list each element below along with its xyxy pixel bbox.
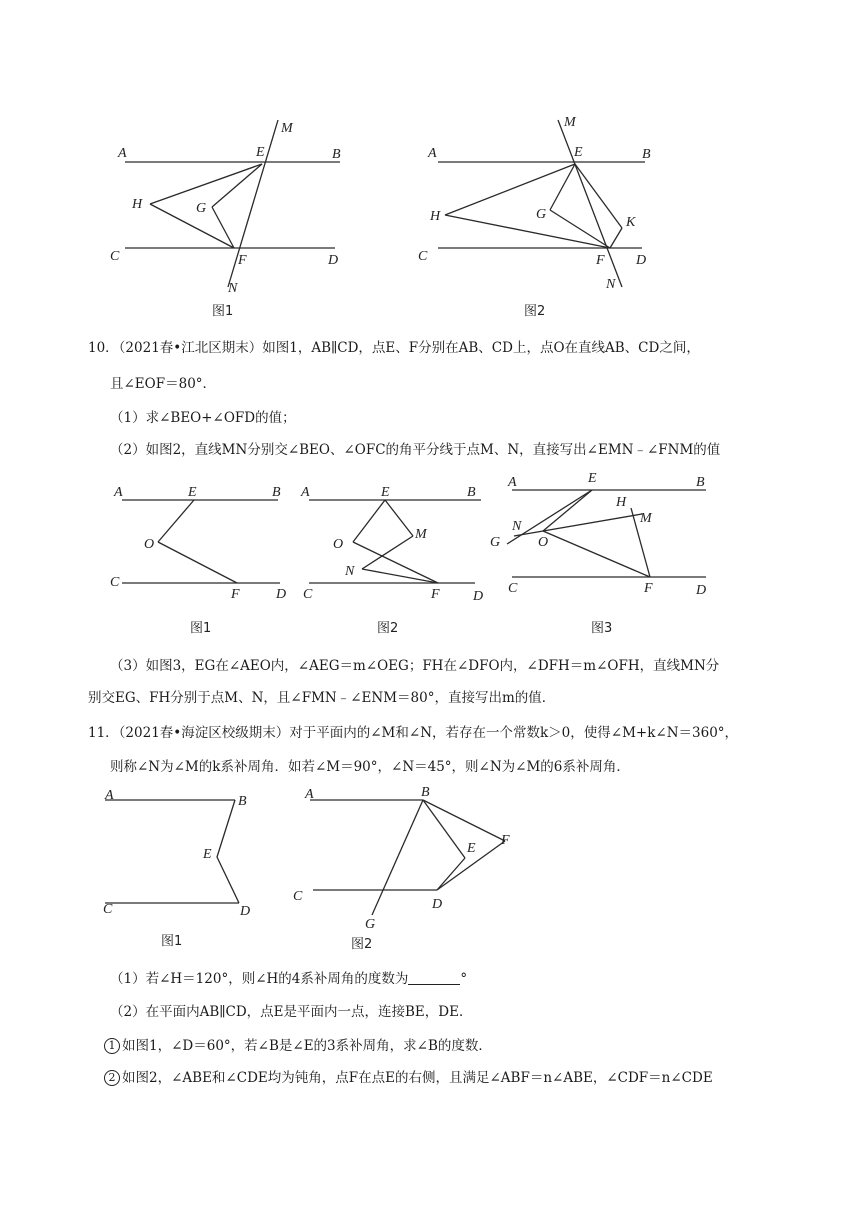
- label-C: C: [508, 581, 518, 596]
- label-A: A: [428, 146, 437, 161]
- label-N: N: [345, 564, 355, 579]
- label-E: E: [256, 145, 265, 160]
- label-M: M: [564, 115, 576, 130]
- label-B: B: [272, 485, 281, 500]
- label-C: C: [303, 587, 313, 602]
- label-F: F: [238, 253, 247, 268]
- q10-part3-line1: （3）如图3，EG在∠AEO内，∠AEG＝m∠OEG；FH在∠DFO内，∠DFH＝m∠OFH，直线MN分: [110, 658, 720, 674]
- figure-caption: 图2: [524, 304, 546, 319]
- label-B: B: [467, 485, 476, 500]
- label-D: D: [240, 904, 251, 919]
- answer-blank[interactable]: [408, 970, 460, 985]
- label-C: C: [110, 249, 120, 264]
- label-A: A: [305, 787, 314, 802]
- label-C: C: [293, 889, 303, 904]
- label-O: O: [333, 537, 344, 552]
- q9-figure-2: [410, 112, 690, 322]
- label-E: E: [188, 485, 197, 500]
- q11-sub2-text: 如图2，∠ABE和∠CDE均为钝角，点F在点E的右侧，且满足∠ABF＝n∠ABE，∠CDF＝n∠CDE: [122, 1070, 713, 1086]
- label-M: M: [415, 527, 427, 542]
- label-F: F: [231, 587, 240, 602]
- label-H: H: [132, 197, 143, 212]
- label-D: D: [432, 897, 443, 912]
- label-N: N: [606, 277, 616, 292]
- figure-caption: 图2: [377, 621, 399, 636]
- q10-part1: （1）求∠BEO+∠OFD的值；: [110, 410, 296, 426]
- q11-figure-1: [95, 785, 285, 955]
- q10-figure-3: [484, 466, 724, 641]
- label-N: N: [228, 281, 238, 296]
- q11-part1-text: （1）若∠H＝120°，则∠H的4系补周角的度数为: [110, 971, 409, 987]
- label-G: G: [365, 917, 376, 932]
- q10-part3-line2: 别交EG、FH分别于点M、N，且∠FMN﹣∠ENM＝80°，直接写出m的值．: [88, 690, 556, 706]
- label-D: D: [696, 583, 707, 598]
- degree-sign: °: [460, 971, 468, 987]
- q11-figure-2: [285, 780, 545, 955]
- label-G: G: [196, 201, 207, 216]
- label-E: E: [203, 847, 212, 862]
- label-F: F: [431, 587, 440, 602]
- label-M: M: [640, 511, 652, 526]
- figure-caption: 图3: [591, 621, 613, 636]
- label-A: A: [118, 146, 127, 161]
- label-E: E: [467, 841, 476, 856]
- q10-stem-line1: 10．（2021春•江北区期末）如图1，AB∥CD，点E、F分别在AB、CD上，点O在直线AB、CD之间，: [88, 340, 700, 356]
- figure-caption: 图1: [212, 304, 234, 319]
- label-D: D: [276, 587, 287, 602]
- label-C: C: [110, 575, 120, 590]
- label-C: C: [418, 249, 428, 264]
- q10-stem-line2: 且∠EOF＝80°．: [110, 376, 217, 392]
- circled-number-2: 2: [104, 1070, 120, 1086]
- q10-part2: （2）如图2，直线MN分别交∠BEO、∠OFC的角平分线于点M、N，直接写出∠EMN﹣∠FNM的值: [110, 442, 721, 458]
- q11-sub1: [104, 1036, 492, 1056]
- label-G: G: [490, 535, 501, 550]
- figure-caption: 图1: [190, 621, 212, 636]
- label-A: A: [508, 475, 517, 490]
- label-B: B: [421, 785, 430, 800]
- label-C: C: [103, 902, 113, 917]
- q11-sub1-text: 如图1，∠D＝60°，若∠B是∠E的3系补周角，求∠B的度数．: [122, 1038, 492, 1054]
- label-D: D: [328, 253, 339, 268]
- q9-figure-1: [100, 112, 360, 322]
- label-H: H: [616, 495, 627, 510]
- label-F: F: [644, 581, 653, 596]
- label-H: H: [430, 209, 441, 224]
- figure-caption: 图2: [351, 937, 373, 952]
- label-F: F: [501, 833, 510, 848]
- q11-part2: （2）在平面内AB∥CD，点E是平面内一点，连接BE，DE．: [110, 1004, 473, 1020]
- label-B: B: [238, 794, 247, 809]
- label-O: O: [144, 537, 155, 552]
- q10-figure-1: [100, 476, 300, 641]
- label-E: E: [381, 485, 390, 500]
- q10-figure-2: [295, 476, 495, 641]
- q11-stem-line1: 11．（2021春•海淀区校级期末）对于平面内的∠M和∠N，若存在一个常数k＞0，使得∠M+k∠N＝360°，: [88, 725, 739, 741]
- label-B: B: [642, 147, 651, 162]
- label-A: A: [301, 485, 310, 500]
- label-M: M: [281, 121, 293, 136]
- circled-number-1: 1: [104, 1038, 120, 1054]
- q11-stem-line2: 则称∠N为∠M的k系补周角．如若∠M＝90°，∠N＝45°，则∠N为∠M的6系补周角．: [110, 759, 630, 775]
- q11-sub2: [104, 1068, 713, 1088]
- label-K: K: [626, 215, 636, 230]
- label-E: E: [574, 145, 583, 160]
- label-D: D: [473, 589, 484, 604]
- label-A: A: [105, 788, 114, 803]
- label-A: A: [114, 485, 123, 500]
- label-E: E: [588, 471, 597, 486]
- label-D: D: [636, 253, 647, 268]
- label-O: O: [538, 535, 549, 550]
- label-B: B: [332, 147, 341, 162]
- label-F: F: [596, 253, 605, 268]
- label-G: G: [536, 207, 547, 222]
- label-N: N: [512, 519, 522, 534]
- q11-part1: [110, 969, 467, 989]
- figure-caption: 图1: [161, 934, 183, 949]
- label-B: B: [696, 475, 705, 490]
